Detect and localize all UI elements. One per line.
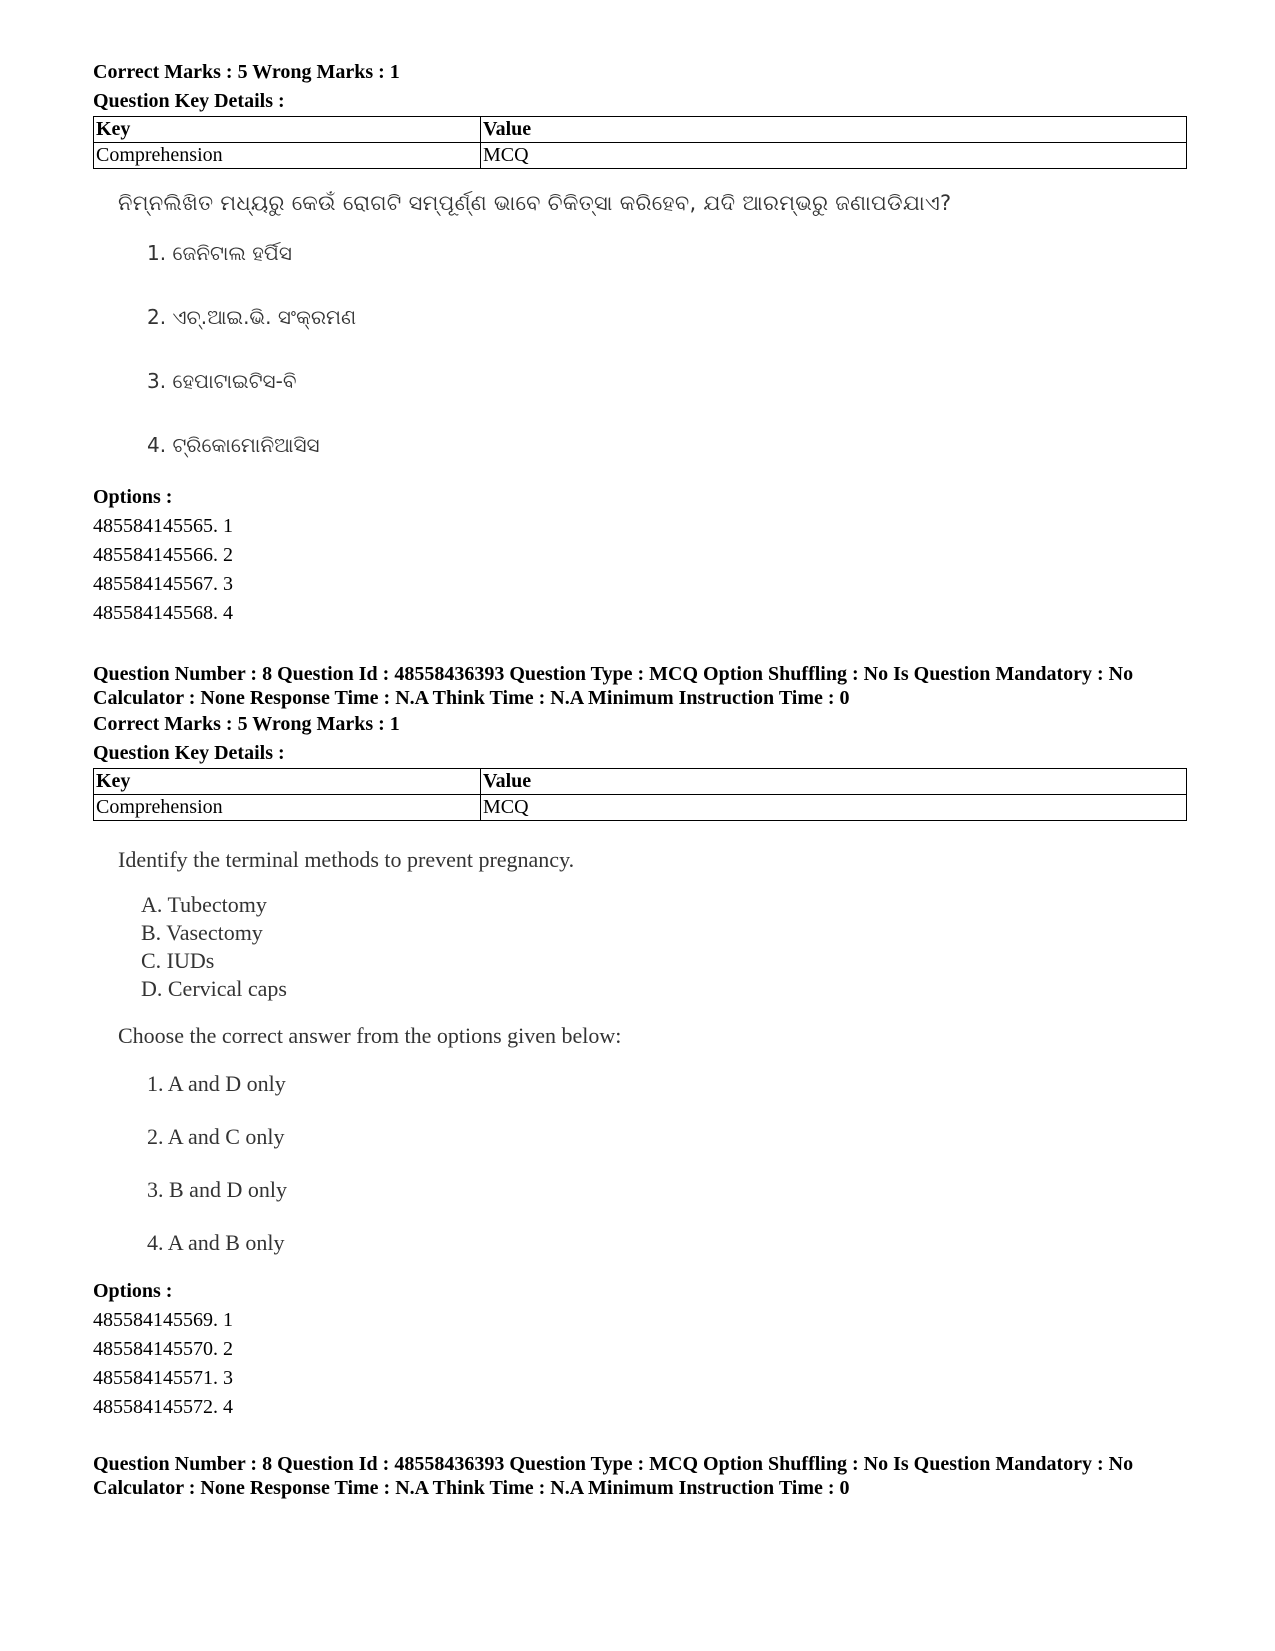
table-header-key: Key — [94, 769, 481, 795]
marks-line: Correct Marks : 5 Wrong Marks : 1 — [93, 61, 400, 83]
table-cell-value: MCQ — [481, 795, 1187, 821]
option-item: 485584145568. 4 — [93, 602, 233, 624]
question-statement: C. IUDs — [141, 948, 215, 973]
key-details-label: Question Key Details : — [93, 90, 285, 112]
option-item: 485584145572. 4 — [93, 1396, 233, 1418]
question-choice: 3. ହେପାଟାଇଟିସ-ବି — [147, 369, 297, 393]
table-cell-key: Comprehension — [94, 795, 481, 821]
options-label: Options : — [93, 486, 173, 508]
option-item: 485584145567. 3 — [93, 573, 233, 595]
question-meta-line: Calculator : None Response Time : N.A Think Time : N.A Minimum Instruction Time : 0 — [93, 1477, 850, 1499]
options-label: Options : — [93, 1280, 173, 1302]
question-image-odia — [93, 185, 1193, 477]
option-item: 485584145565. 1 — [93, 515, 233, 537]
question-choice: 3. B and D only — [147, 1177, 287, 1202]
question-text: ନିମ୍ନଲିଖିତ ମଧ୍ୟରୁ କେଉଁ ରୋଗଟି ସମ୍ପୂର୍ଣ୍ଣ ଭାବେ ଚିକିତ୍ସା କରିହେବ, ଯଦି ଆରମ୍ଭରୁ ଜଣାପଡିଯାଏ? — [118, 191, 952, 215]
question-image-english — [93, 845, 1193, 1269]
question-choice: 4. ଟ୍ରିକୋମୋନିଆସିସ — [147, 433, 320, 457]
question-meta-line: Question Number : 8 Question Id : 48558436393 Question Type : MCQ Option Shuffling : No Is Question Mandatory : No — [93, 663, 1134, 685]
option-item: 485584145570. 2 — [93, 1338, 233, 1360]
question-statement: D. Cervical caps — [141, 976, 287, 1001]
marks-line: Correct Marks : 5 Wrong Marks : 1 — [93, 713, 400, 735]
table-header-row — [94, 769, 1187, 795]
question-key-table — [93, 768, 1187, 821]
option-item: 485584145566. 2 — [93, 544, 233, 566]
option-item: 485584145571. 3 — [93, 1367, 233, 1389]
document-page — [93, 58, 1193, 1500]
question-key-table — [93, 116, 1187, 169]
question-choice: 1. ଜେନିଟାଲ ହର୍ପିସ — [147, 241, 292, 265]
table-cell-key: Comprehension — [94, 143, 481, 169]
question-meta-line: Question Number : 8 Question Id : 48558436393 Question Type : MCQ Option Shuffling : No Is Question Mandatory : No — [93, 1453, 1134, 1475]
key-details-label: Question Key Details : — [93, 742, 285, 764]
table-header-value: Value — [481, 117, 1187, 143]
question-text: Identify the terminal methods to prevent pregnancy. — [118, 847, 575, 872]
question-meta-line: Calculator : None Response Time : N.A Think Time : N.A Minimum Instruction Time : 0 — [93, 687, 850, 709]
table-header-row — [94, 117, 1187, 143]
table-cell-value: MCQ — [481, 143, 1187, 169]
table-header-key: Key — [94, 117, 481, 143]
question-statement: A. Tubectomy — [141, 892, 267, 917]
question-instruction: Choose the correct answer from the options given below: — [118, 1023, 622, 1048]
question-choice: 4. A and B only — [147, 1230, 285, 1255]
question-statement: B. Vasectomy — [141, 920, 263, 945]
question-choice: 2. A and C only — [147, 1124, 285, 1149]
option-item: 485584145569. 1 — [93, 1309, 233, 1331]
table-header-value: Value — [481, 769, 1187, 795]
question-choice: 1. A and D only — [147, 1071, 286, 1096]
table-row — [94, 795, 1187, 821]
question-choice: 2. ଏଚ୍.ଆଇ.ଭି. ସଂକ୍ରମଣ — [147, 305, 357, 329]
table-row — [94, 143, 1187, 169]
